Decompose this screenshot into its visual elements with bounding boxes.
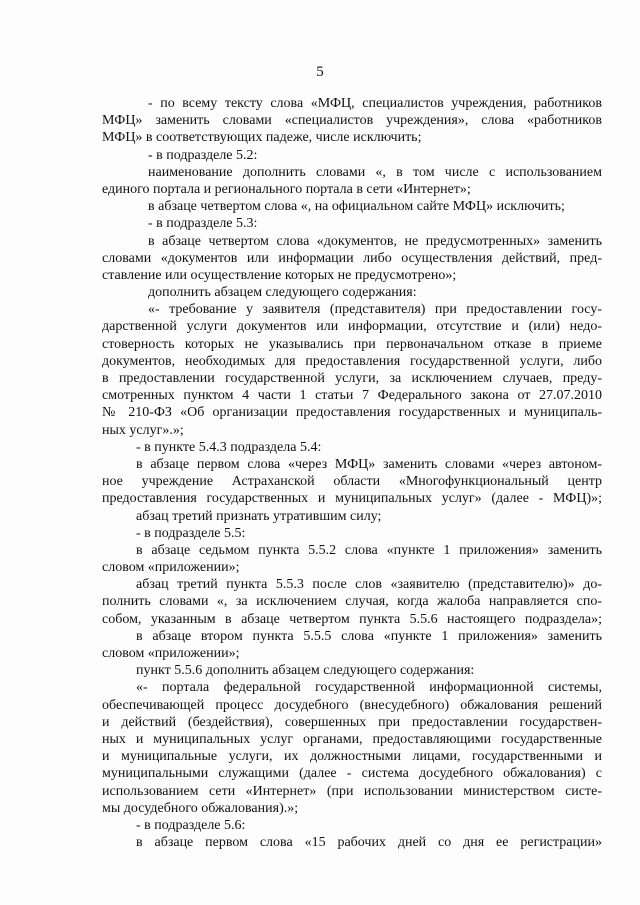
text-line: дарственной услуги документов или информации, отсутствие и (или) недо- [102, 319, 602, 335]
text-line: в предоставлении государственной услуги, за исключением случаев, преду- [102, 371, 602, 386]
text-line: № 210-ФЗ «Об организации предоставления государственных и муниципаль- [102, 405, 602, 421]
text-line: дополнить абзацем следующего содержания: [148, 285, 417, 301]
text-line: в абзаце седьмом пункта 5.5.2 слова «пункте 1 приложения» заменить [136, 542, 602, 558]
text-line: в абзаце втором пункта 5.5.5 слова «пункте 1 приложения» заменить [136, 628, 602, 644]
text-line: «- портала федеральной государственной информационной системы, [136, 680, 602, 696]
text-line: ных и муниципальных услуг органами, предоставляющими государственные [102, 731, 602, 747]
text-line: собом, указанным в абзаце четвертом пункта 5.5.6 настоящего подраздела»; [102, 611, 602, 627]
page-number: 5 [316, 64, 324, 80]
text-line: абзац третий пункта 5.5.3 после слов «заявителю (представителю)» до- [136, 577, 602, 593]
text-line: и муниципальные услуги, их должностными лицами, государственными и [102, 749, 602, 765]
text-line: - в подразделе 5.5: [136, 525, 246, 541]
text-line: - в подразделе 5.6: [136, 817, 246, 833]
text-line: мы досудебного обжалования).»; [102, 800, 299, 816]
text-line: документов, необходимых для предоставления государственной услуги, либо [102, 353, 602, 369]
text-line: словом «приложении»; [102, 646, 240, 661]
text-line: пункт 5.5.6 дополнить абзацем следующего содержания: [136, 663, 475, 679]
text-line: в абзаце четвертом слова «документов, не предусмотренных» заменить [148, 233, 602, 249]
text-line: «- требование у заявителя (представителя) при предоставлении госу- [148, 302, 602, 318]
text-line: абзац третий признать утратившим силу; [136, 508, 382, 524]
text-line: стоверность которых не указывались при первоначальном отказе в приеме [102, 336, 602, 352]
text-line: МФЦ» в соответствующих падеже, числе исключить; [102, 130, 422, 146]
text-line: смотренных пунктом 4 части 1 статьи 7 Федерального закона от 27.07.2010 [102, 388, 602, 404]
text-line: полнить словами «, за исключением случая, когда жалоба направляется спо- [102, 594, 602, 610]
text-line: словами «документов или информации либо осуществления действий, пред- [102, 250, 602, 266]
text-line: - в пункте 5.4.3 подраздела 5.4: [136, 439, 322, 455]
text-line: МФЦ» заменить словами «специалистов учреждения», слова «работников [102, 113, 602, 129]
text-line: в абзаце первом слова «через МФЦ» заменить словами «через автоном- [136, 456, 602, 472]
text-line: единого портала и регионального портала в сети «Интернет»; [102, 181, 471, 197]
text-line: словом «приложении»; [102, 560, 240, 576]
text-line: и действий (бездействия), совершенных при предоставлении государствен- [102, 714, 602, 730]
text-line: - в подразделе 5.2: [148, 147, 258, 163]
text-line: в абзаце первом слова «15 рабочих дней со дня ее регистрации» [136, 835, 602, 851]
text-line: использованием сети «Интернет» (при использовании министерством систе- [102, 783, 602, 799]
text-line: наименование дополнить словами «, в том числе с использованием [148, 164, 602, 180]
text-line: ставление или осуществление которых не предусмотрено»; [102, 267, 457, 283]
text-line: обеспечивающей процесс досудебного (внесудебного) обжалования решений [102, 697, 602, 713]
text-line: муниципальными служащими (далее - система досудебного обжалования) с [102, 766, 602, 782]
text-line: ных услуг».»; [102, 422, 184, 438]
text-line: в абзаце четвертом слова «, на официальном сайте МФЦ» исключить; [148, 199, 565, 215]
text-line: предоставления государственных и муниципальных услуг» (далее - МФЦ)»; [102, 491, 602, 507]
document-body [102, 95, 602, 851]
text-line: ное учреждение Астраханской области «Многофункциональный центр [102, 474, 602, 490]
text-line: - по всему тексту слова «МФЦ, специалистов учреждения, работников [148, 96, 602, 111]
text-line: - в подразделе 5.3: [148, 216, 258, 232]
